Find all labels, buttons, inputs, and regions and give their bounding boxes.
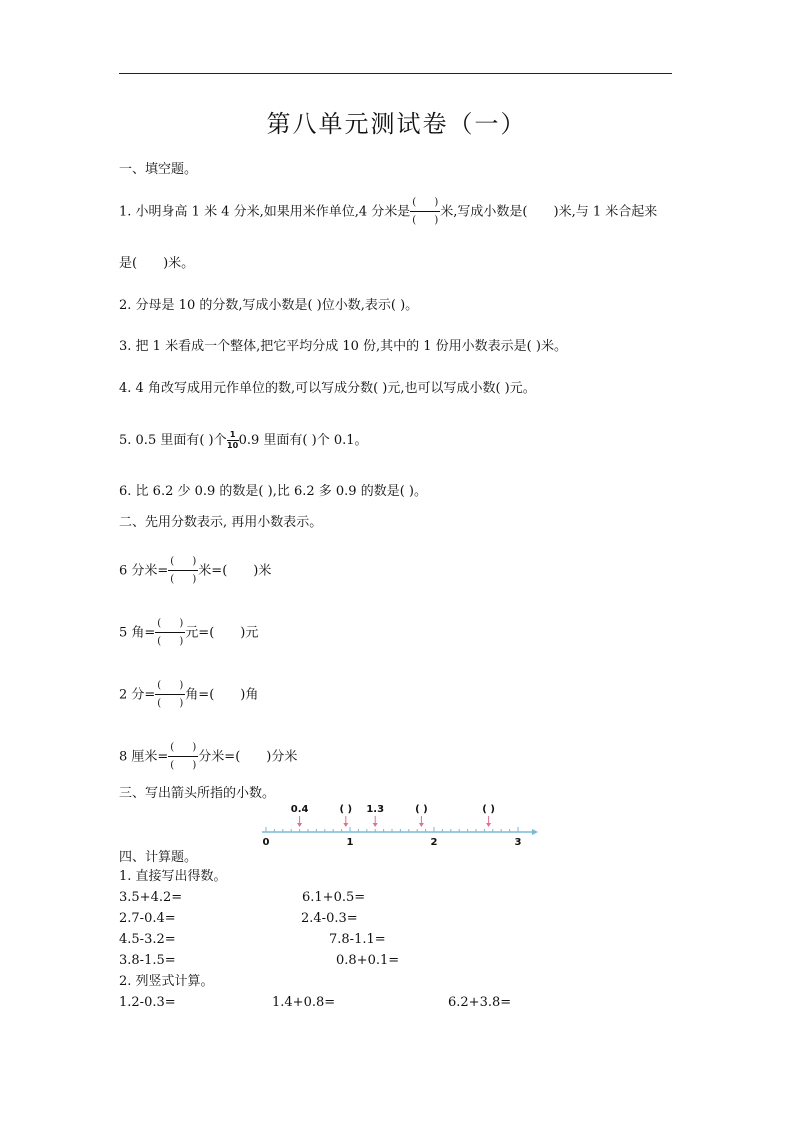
tick-label: 0	[262, 837, 270, 848]
number-line	[258, 800, 540, 850]
fraction-paren-left-bottom: (	[412, 215, 417, 226]
item-label: 6 分米=	[119, 563, 169, 579]
fraction-paren-left-top: (	[412, 197, 417, 208]
tick-label: 3	[514, 837, 522, 848]
fraction-paren-right-bottom: )	[179, 698, 184, 709]
fraction-blank[interactable]	[168, 557, 198, 585]
question-5	[119, 431, 368, 450]
fraction-paren-right-bottom: )	[192, 760, 197, 771]
item-label: 5 角=	[119, 625, 156, 641]
fraction-paren-left-bottom: (	[170, 574, 175, 585]
item-label: 2 分=	[119, 687, 156, 703]
item-unit: 元=(	[185, 625, 215, 641]
item-unit: 米=(	[198, 563, 228, 579]
fraction-paren-left-bottom: (	[170, 760, 175, 771]
section2-heading: 二、先用分数表示, 再用小数表示。	[119, 515, 323, 530]
fraction-paren-left-top: (	[170, 556, 175, 567]
item-unit-end: )分米	[266, 749, 298, 765]
calc-item: 7.8-1.1=	[329, 932, 386, 947]
fraction-blank[interactable]	[155, 681, 185, 709]
tick-label: 1	[346, 837, 354, 848]
subsection-vertical: 2. 列竖式计算。	[119, 974, 214, 989]
section3-heading: 三、写出箭头所指的小数。	[119, 786, 276, 801]
q5-text-a: 5. 0.5 里面有( )个	[119, 433, 227, 448]
calc-item: 3.5+4.2=	[119, 890, 183, 905]
page-title: 第八单元测试卷（一）	[266, 110, 527, 138]
fraction-paren-right-bottom: )	[192, 574, 197, 585]
section1-heading: 一、填空题。	[119, 162, 198, 177]
fraction-paren-right-top: )	[192, 556, 197, 567]
pointer-arrow-head	[419, 823, 424, 827]
calc-item: 0.8+0.1=	[336, 953, 400, 968]
conversion-item	[119, 619, 258, 647]
fraction-denominator: 10	[227, 441, 239, 450]
arrow-label: 1.3	[366, 804, 385, 815]
subsection-direct: 1. 直接写出得数。	[119, 869, 227, 884]
section4-heading: 四、计算题。	[119, 850, 198, 865]
fraction-bar	[168, 756, 198, 757]
fraction-blank[interactable]	[155, 619, 185, 647]
one-tenth-fraction	[227, 431, 239, 450]
question-3: 3. 把 1 米看成一个整体,把它平均分成 10 份,其中的 1 份用小数表示是( )米。	[119, 339, 567, 354]
item-unit-end: )角	[240, 687, 259, 703]
fraction-paren-right-top: )	[179, 618, 184, 629]
calc-item: 2.7-0.4=	[119, 911, 176, 926]
arrow-label: ( )	[482, 804, 495, 815]
fraction-paren-left-top: (	[170, 742, 175, 753]
fraction-paren-left-bottom: (	[157, 636, 162, 647]
conversion-item	[119, 557, 271, 585]
fraction-bar	[410, 211, 440, 212]
item-unit: 角=(	[185, 687, 215, 703]
item-unit-end: )米	[253, 563, 272, 579]
fraction-bar	[168, 570, 198, 571]
q1-text-c: )米,与 1 米合起来	[553, 204, 658, 220]
arrow-label: ( )	[415, 804, 428, 815]
q5-text-b: 0.9 里面有( )个 0.1。	[238, 433, 368, 448]
arrow-label: ( )	[339, 804, 353, 815]
vertical-calc-item: 1.4+0.8=	[272, 995, 336, 1010]
vertical-calc-item: 1.2-0.3=	[119, 995, 176, 1010]
fraction-paren-right-bottom: )	[434, 215, 439, 226]
question-6: 6. 比 6.2 少 0.9 的数是( ),比 6.2 多 0.9 的数是( )。	[119, 484, 427, 499]
fraction-paren-left-bottom: (	[157, 698, 162, 709]
fraction-blank[interactable]	[410, 198, 440, 226]
fraction-numerator: 1	[227, 431, 239, 441]
fraction-paren-right-bottom: )	[179, 636, 184, 647]
q1-text-e: )米。	[163, 256, 195, 271]
calc-item: 6.1+0.5=	[302, 890, 366, 905]
question-4: 4. 4 角改写成用元作单位的数,可以写成分数( )元,也可以写成小数( )元。	[119, 381, 536, 396]
vertical-calc-item: 6.2+3.8=	[448, 995, 512, 1010]
arrow-label: 0.4	[290, 804, 309, 815]
question-1-cont	[119, 256, 194, 272]
axis-arrowhead	[532, 829, 538, 835]
q1-text-a: 1. 小明身高 1 米 4 分米,如果用米作单位,4 分米是	[119, 204, 411, 220]
fraction-paren-left-top: (	[157, 680, 162, 691]
pointer-arrow-head	[343, 823, 348, 827]
item-label: 8 厘米=	[119, 749, 169, 765]
calc-item: 3.8-1.5=	[119, 953, 176, 968]
pointer-arrow-head	[486, 823, 491, 827]
tick-label: 2	[430, 837, 438, 848]
item-unit: 分米=(	[198, 749, 241, 765]
fraction-paren-right-top: )	[192, 742, 197, 753]
fraction-paren-right-top: )	[179, 680, 184, 691]
fraction-blank[interactable]	[168, 743, 198, 771]
fraction-bar	[155, 694, 185, 695]
question-1	[119, 198, 657, 226]
fraction-bar	[155, 632, 185, 633]
top-rule	[119, 73, 672, 74]
calc-item: 2.4-0.3=	[301, 911, 358, 926]
pointer-arrow-head	[373, 823, 378, 827]
question-2: 2. 分母是 10 的分数,写成小数是( )位小数,表示( )。	[119, 298, 419, 313]
conversion-item	[119, 681, 258, 709]
item-unit-end: )元	[240, 625, 259, 641]
fraction-paren-right-top: )	[434, 197, 439, 208]
fraction-paren-left-top: (	[157, 618, 162, 629]
q1-text-b: 米,写成小数是(	[440, 204, 528, 220]
calc-item: 4.5-3.2=	[119, 932, 176, 947]
q1-text-d: 是(	[119, 256, 138, 271]
conversion-item	[119, 743, 297, 771]
pointer-arrow-head	[297, 823, 302, 827]
